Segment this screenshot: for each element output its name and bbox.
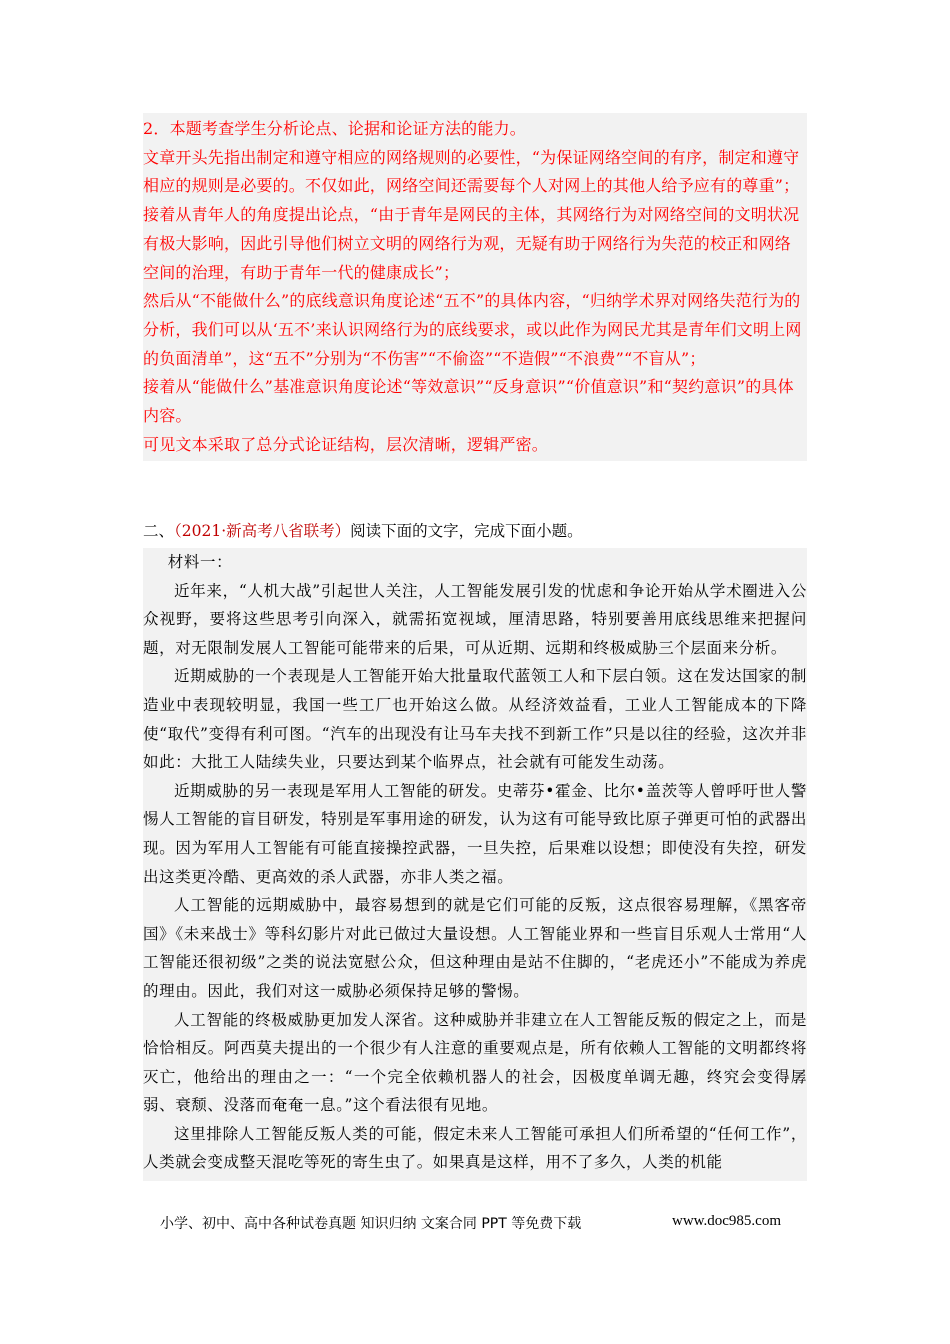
answer-line: 文章开头先指出制定和遵守相应的网络规则的必要性，“为保证网络空间的有序，制定和遵守相应的规则是必要的。不仅如此，网络空间还需要每个人对网上的其他人给予应有的尊重”； <box>143 147 800 196</box>
answer-line: 接着从“能做什么”基准意识角度论述“等效意识”“反身意识”“价值意识”和“契约意识”的具体内容。 <box>143 377 794 426</box>
article-paragraph: 人工智能的终极威胁更加发人深省。这种威胁并非建立在人工智能反叛的假定之上，而是恰恰相反。阿西莫夫提出的一个很少有人注意的重要观点是，所有依赖人工智能的文明都终将灭亡，他给出的理由之一：“一个完全依赖机器人的社会，因极度单调无趣，终究会变得孱弱、衰颓、没落而奄奄一息。”这个看法很有见地。 <box>143 1010 807 1115</box>
article-paragraph: 这里排除人工智能反叛人类的可能，假定未来人工智能可承担人们所希望的“任何工作”，人类就会变成整天混吃等死的寄生虫了。如果真是这样，用不了多久，人类的机能 <box>143 1124 807 1172</box>
question-source: （2021·新高考八省联考） <box>174 522 351 540</box>
article-paragraph: 近年来，“人机大战”引起世人关注，人工智能发展引发的忧虑和争论开始从学术圈进入公众视野，要将这些思考引向深入，就需拓宽视域，厘清思路，特别要善用底线思维来把握问题，对无限制发展人工智能可能带来的后果，可从近期、远期和终极威胁三个层面来分析。 <box>143 581 807 657</box>
answer-line: 可见文本采取了总分式论证结构，层次清晰，逻辑严密。 <box>143 434 549 454</box>
footer-text: 小学、初中、高中各种试卷真题 知识归纳 文案合同 PPT 等免费下载 <box>160 1216 582 1232</box>
material-heading: 材料一： <box>167 553 233 571</box>
answer-explanation <box>143 113 807 461</box>
footer-url[interactable]: www.doc985.com <box>672 1213 782 1229</box>
question-instruction: 阅读下面的文字，完成下面小题。 <box>350 522 583 540</box>
question-header <box>143 517 807 545</box>
page-footer <box>160 1213 800 1233</box>
article-paragraph: 人工智能的远期威胁中，最容易想到的就是它们可能的反叛，这点很容易理解，《黑客帝国》《未来战士》等科幻影片对此已做过大量设想。人工智能业界和一些盲目乐观人士常用“人工智能还很初级”之类的说法宽慰公众，但这种理由是站不住脚的，“老虎还小”不能成为养虎的理由。因此，我们对这一威胁必须保持足够的警惕。 <box>143 896 807 1000</box>
question-number: 二、 <box>143 522 175 540</box>
reading-material <box>143 548 807 1181</box>
article-paragraph: 近期威胁的一个表现是人工智能开始大批量取代蓝领工人和下层白领。这在发达国家的制造业中表现较明显，我国一些工厂也开始这么做。从经济效益看，工业人工智能成本的下降使“取代”变得有利可图。“汽车的出现没有让马车夫找不到新工作”只是以往的经验，这次并非如此：大批工人陆续失业，只要达到某个临界点，社会就有可能发生动荡。 <box>143 667 807 772</box>
answer-line: 然后从“不能做什么”的底线意识角度论述“五不”的具体内容，“归纳学术界对网络失范行为的分析，我们可以从‘五不’来认识网络行为的底线要求，或以此作为网民尤其是青年们文明上网的负面清单”，这“五不”分别为“不伤害”“不偷盗”“不造假”“不浪费”“不盲从”； <box>143 291 802 368</box>
article-paragraph: 近期威胁的另一表现是军用人工智能的研发。史蒂芬•霍金、比尔•盖茨等人曾呼吁世人警惕人工智能的盲目研发，特别是军事用途的研发，认为这有可能导致比原子弹更可怕的武器出现。因为军用人工智能有可能直接操控武器，一旦失控，后果难以设想；即使没有失控，研发出这类更冷酷、更高效的杀人武器，亦非人类之福。 <box>143 781 807 886</box>
answer-line: 2．本题考查学生分析论点、论据和论证方法的能力。 <box>143 119 526 138</box>
answer-line: 接着从青年人的角度提出论点，“由于青年是网民的主体，其网络行为对网络空间的文明状况有极大影响，因此引导他们树立文明的网络行为观，无疑有助于网络行为失范的校正和网络空间的治理，有助于青年一代的健康成长”； <box>143 205 800 282</box>
